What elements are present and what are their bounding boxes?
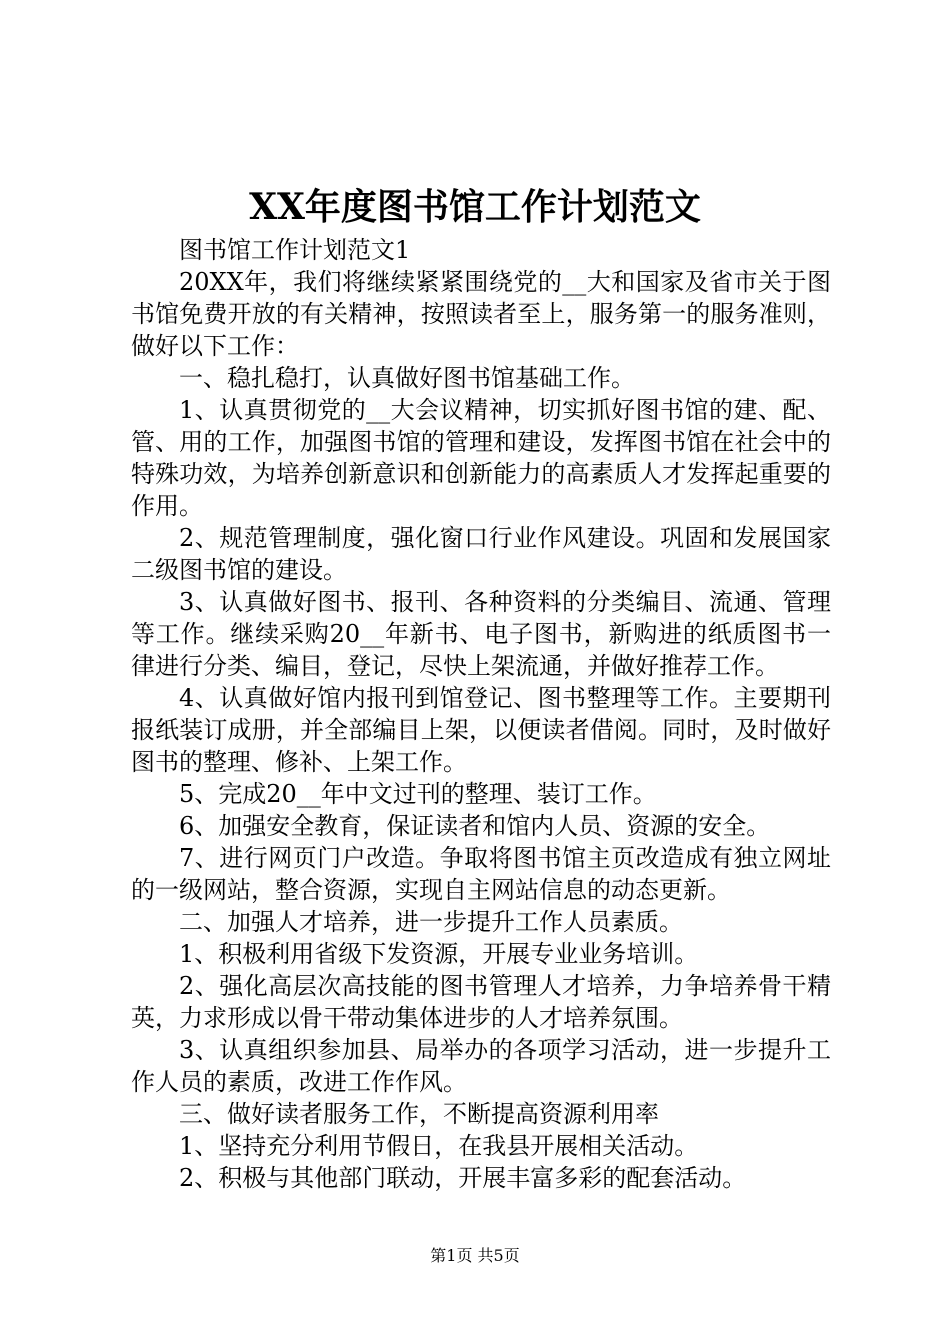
section-heading: 一、稳扎稳打，认真做好图书馆基础工作。 [179, 364, 635, 392]
body-paragraph: 3、认真做好图书、报刊、各种资料的分类编目、流通、管理等工作。继续采购20__年新书、电子图书，新购进的纸质图书一律进行分类、编目，登记，尽快上架流通，并做好推荐工作。 [131, 588, 831, 680]
body-paragraph: 1、积极利用省级下发资源，开展专业业务培训。 [179, 940, 699, 968]
body-paragraph: 3、认真组织参加县、局举办的各项学习活动，进一步提升工作人员的素质，改进工作作风。 [131, 1036, 831, 1096]
section-heading: 二、加强人才培养，进一步提升工作人员素质。 [179, 908, 683, 936]
body-paragraph: 4、认真做好馆内报刊到馆登记、图书整理等工作。主要期刊报纸装订成册，并全部编目上架，以便读者借阅。同时，及时做好图书的整理、修补、上架工作。 [131, 684, 831, 776]
document-body [131, 234, 831, 1194]
body-paragraph: 2、积极与其他部门联动，开展丰富多彩的配套活动。 [179, 1164, 747, 1192]
body-paragraph: 2、强化高层次高技能的图书管理人才培养，力争培养骨干精英，力求形成以骨干带动集体进步的人才培养氛围。 [131, 972, 831, 1032]
body-paragraph: 7、进行网页门户改造。争取将图书馆主页改造成有独立网址的一级网站，整合资源，实现自主网站信息的动态更新。 [131, 844, 831, 904]
body-paragraph: 图书馆工作计划范文1 [179, 236, 411, 264]
body-paragraph: 1、认真贯彻党的__大会议精神，切实抓好图书馆的建、配、管、用的工作，加强图书馆的管理和建设，发挥图书馆在社会中的特殊功效，为培养创新意识和创新能力的高素质人才发挥起重要的作用。 [131, 396, 831, 520]
document-title: XX年度图书馆工作计划范文 [249, 186, 701, 228]
body-paragraph: 5、完成20__年中文过刊的整理、装订工作。 [179, 780, 657, 808]
body-paragraph: 1、坚持充分利用节假日，在我县开展相关活动。 [179, 1132, 699, 1160]
page-footer: 第1页 共5页 [430, 1246, 520, 1265]
section-heading: 三、做好读者服务工作，不断提高资源利用率 [179, 1100, 659, 1128]
body-paragraph: 20XX年，我们将继续紧紧围绕党的__大和国家及省市关于图书馆免费开放的有关精神，按照读者至上，服务第一的服务准则，做好以下工作： [131, 268, 831, 360]
body-paragraph: 6、加强安全教育，保证读者和馆内人员、资源的安全。 [179, 812, 771, 840]
body-paragraph: 2、规范管理制度，强化窗口行业作风建设。巩固和发展国家二级图书馆的建设。 [131, 524, 831, 584]
